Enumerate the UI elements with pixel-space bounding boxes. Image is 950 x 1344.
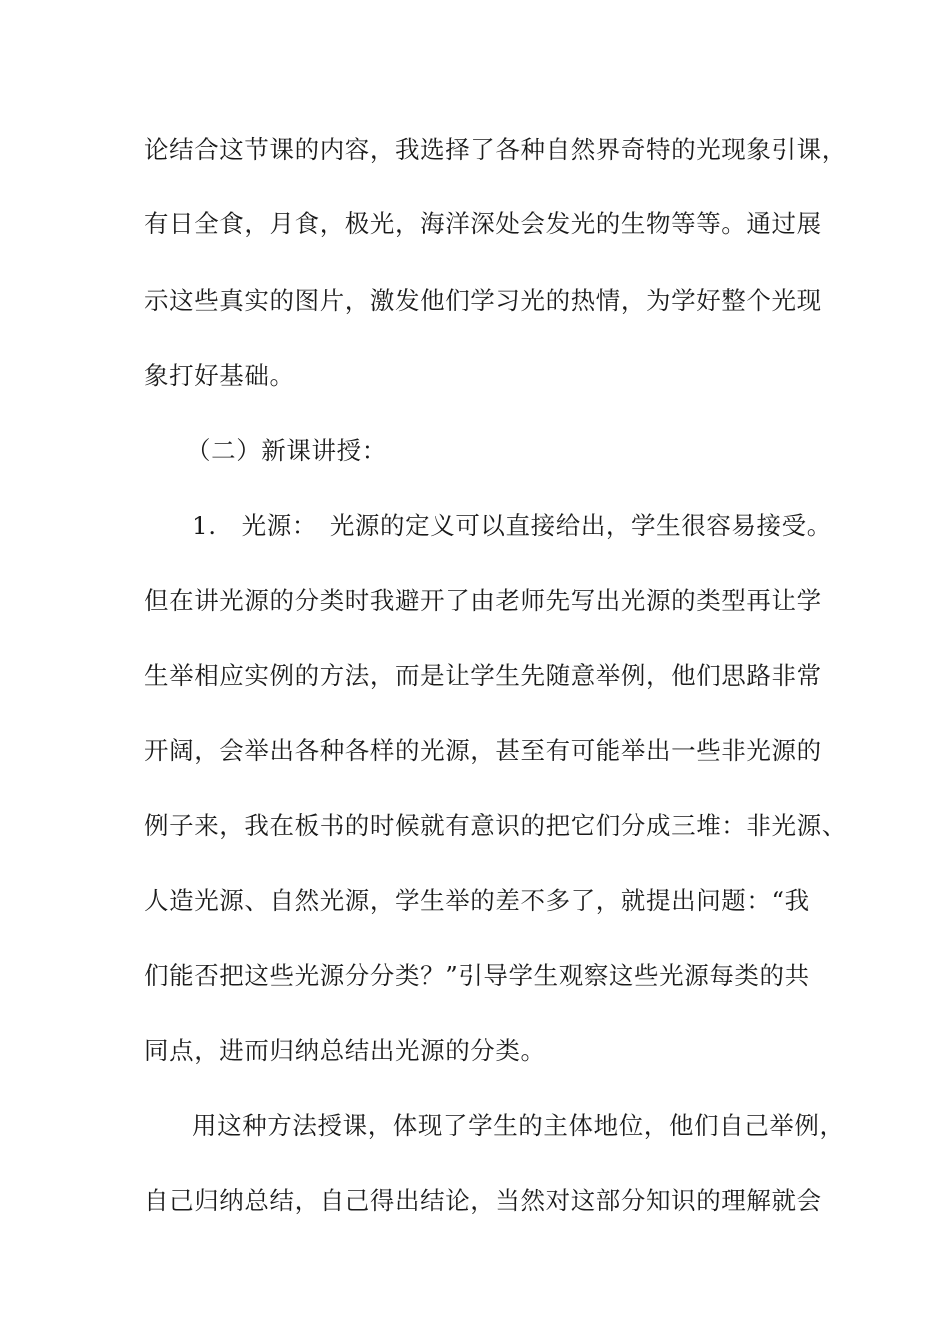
paragraph-line: 例子来，我在板书的时候就有意识的把它们分成三堆：非光源、: [144, 811, 847, 840]
paragraph-line: 开阔，会举出各种各样的光源，甚至有可能举出一些非光源的: [144, 736, 822, 765]
paragraph-line: 用这种方法授课，体现了学生的主体地位，他们自己举例，: [192, 1111, 845, 1140]
paragraph-line: 同点，进而归纳总结出光源的分类。: [144, 1036, 546, 1065]
paragraph-line: 象打好基础。: [144, 361, 295, 390]
paragraph-line: 有日全食，月食，极光，海洋深处会发光的生物等等。通过展: [144, 209, 822, 238]
paragraph-line: 自己归纳总结，自己得出结论，当然对这部分知识的理解就会: [144, 1186, 822, 1215]
paragraph-line: 示这些真实的图片，激发他们学习光的热情，为学好整个光现: [144, 286, 822, 315]
paragraph-line: 论结合这节课的内容，我选择了各种自然界奇特的光现象引课，: [144, 135, 847, 164]
paragraph-line: 1. 光源： 光源的定义可以直接给出，学生很容易接受。: [192, 511, 832, 540]
paragraph-line: 生举相应实例的方法，而是让学生先随意举例，他们思路非常: [144, 661, 822, 690]
section-heading: （二）新课讲授：: [186, 436, 387, 465]
paragraph-line: 人造光源、自然光源，学生举的差不多了，就提出问题：“我: [144, 886, 810, 915]
paragraph-line: 但在讲光源的分类时我避开了由老师先写出光源的类型再让学: [144, 586, 822, 615]
paragraph-line: 们能否把这些光源分分类？”引导学生观察这些光源每类的共: [144, 961, 810, 990]
